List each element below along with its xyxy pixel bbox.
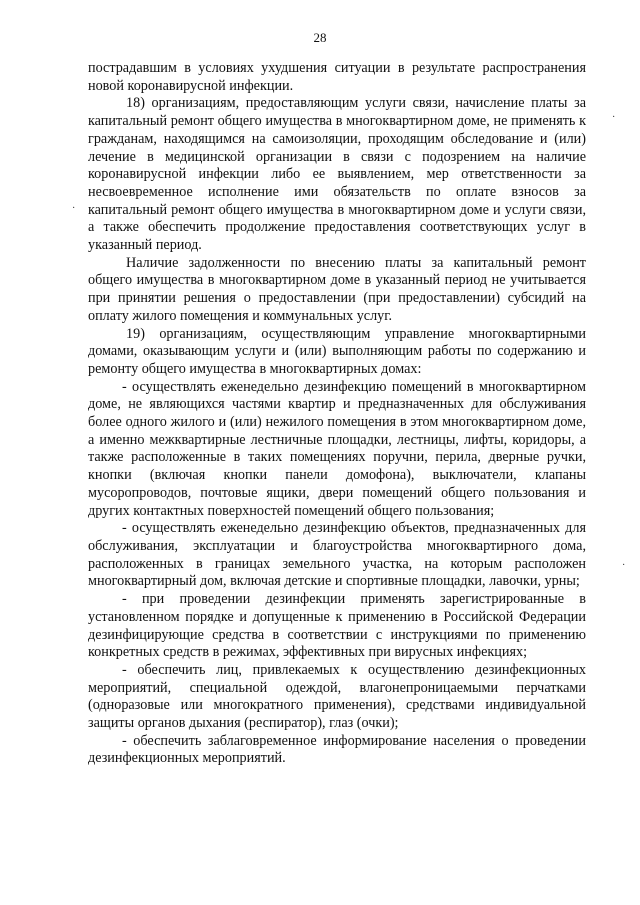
bullet-disinfect-objects: - осуществлять еженедельно дезинфекцию объектов, предназначенных для обслуживания, эксплуатации и благоустройства многоквартирного дома, расположенных в границах земельного участка, на которым расположен многоквартирный дом, включая детские и спортивные площадки, лавочки, урны; (88, 520, 586, 590)
document-body (88, 60, 586, 768)
paragraph-item-19: 19) организациям, осуществляющим управление многоквартирными домами, оказывающим услуги и (или) выполняющим работы по содержанию и ремонту общего имущества в многоквартирных домах: (88, 325, 586, 377)
scan-speck: · (72, 203, 76, 214)
page-number: 28 (313, 30, 327, 45)
paragraph-continuation: пострадавшим в условиях ухудшения ситуации в результате распространения новой коронавирусной инфекции. (88, 60, 586, 94)
bullet-disinfect-premises: - осуществлять еженедельно дезинфекцию помещений в многоквартирном доме, не являющихся частями квартир и предназначенных для обслуживания более одного жилого и (или) нежилого помещения в этом многоквартирном доме, а именно межквартирные лестничные площадки, лестницы, лифты, коридоры, а также расположенные в таких помещениях поручни, перила, дверные ручки, кнопки (включая кнопки панели домофона), выключатели, клапаны мусоропроводов, почтовые ящики, двери помещений общего пользования и других контактных поверхностей помещений общего пользования; (88, 378, 586, 519)
paragraph-item-18: 18) организациям, предоставляющим услуги связи, начисление платы за капитальный ремонт общего имущества в многоквартирном доме, не применять к гражданам, находящимся на самоизоляции, проходящим обследование и (или) лечение в медицинской организации в связи с подозрением на наличие коронавирусной инфекции либо ее выявлением, мер ответственности за несвоевременное исполнение ими обязательств по оплате взносов за капитальный ремонт общего имущества в многоквартирном доме и услуги связи, а также обеспечить продолжение предоставления соответствующих услуг в указанный период. (88, 95, 586, 254)
scan-speck: · (622, 560, 626, 571)
paragraph-debt-note: Наличие задолженности по внесению платы за капитальный ремонт общего имущества в многоквартирном доме в указанный период не учитывается при принятии решения о предоставлении (при предоставлении) субсидий на оплату жилого помещения и коммунальных услуг. (88, 254, 586, 324)
scan-speck: · (612, 112, 616, 123)
bullet-registered-agents: - при проведении дезинфекции применять зарегистрированные в установленном порядке и допущенные к применению в Российской Федерации дезинфицирующие средства в соответствии с инструкциями по применению конкретных средств в режимах, эффективных при вирусных инфекциях; (88, 591, 586, 661)
bullet-protective-equipment: - обеспечить лиц, привлекаемых к осуществлению дезинфекционных мероприятий, специальной одеждой, влагонепроницаемыми перчатками (одноразовые или многократного применения), средствами индивидуальной защиты органов дыхания (респиратор), глаз (очки); (88, 661, 586, 732)
bullet-inform-residents: - обеспечить заблаговременное информирование населения о проведении дезинфекционных мероприятий. (88, 732, 586, 767)
